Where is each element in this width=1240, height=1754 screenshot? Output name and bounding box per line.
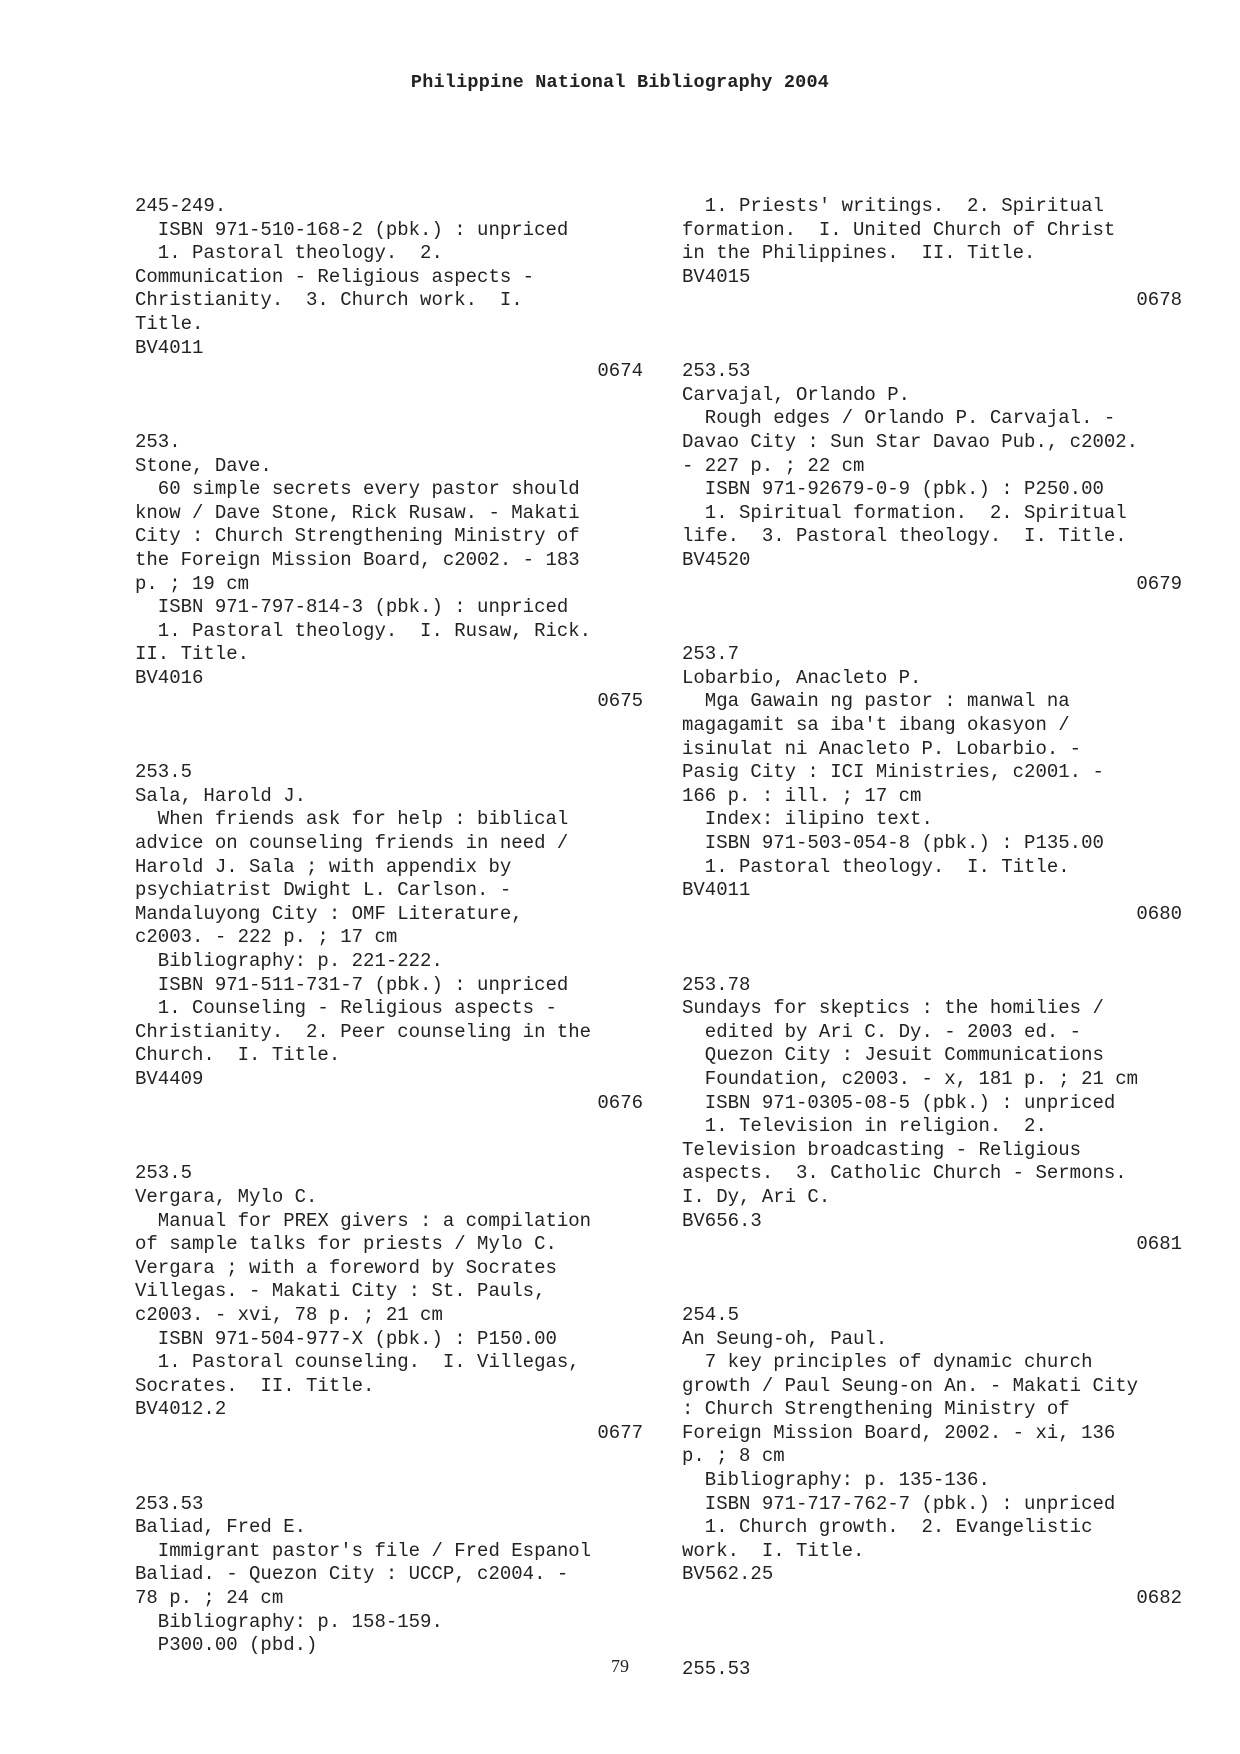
entry-number: 0679: [1136, 572, 1182, 595]
page-number: 79: [611, 1656, 629, 1676]
entry-line: in the Philippines. II. Title.: [682, 242, 1036, 265]
entry-line: BV4011: [682, 879, 751, 902]
entry-number: 0680: [1136, 902, 1182, 925]
entry-line: 1. Priests' writings. 2. Spiritual: [682, 195, 1104, 217]
entry-line: 1. Television in religion. 2.: [682, 1115, 1047, 1138]
entry-line: p. ; 19 cm: [135, 572, 250, 595]
entry-line: Villegas. - Makati City : St. Pauls,: [135, 1280, 546, 1303]
bibliography-entry: [135, 1162, 643, 1492]
entry-line: City : Church Strengthening Ministry of: [135, 525, 580, 548]
entry-line: P300.00 (pbd.): [135, 1634, 318, 1657]
entry-number: 0682: [1136, 1587, 1182, 1610]
entry-line: Quezon City : Jesuit Communications: [682, 1044, 1104, 1067]
entry-line: 1. Pastoral theology. I. Title.: [682, 855, 1070, 878]
entry-line: Rough edges / Orlando P. Carvajal. -: [682, 407, 1116, 430]
entry-line: 166 p. : ill. ; 17 cm: [682, 784, 922, 807]
entry-line: Title.: [135, 312, 204, 335]
entry-line: Manual for PREX givers : a compilation: [135, 1209, 592, 1232]
entry-line: BV4016: [135, 666, 204, 689]
entry-line: BV562.25: [682, 1563, 774, 1586]
entry-line: 255.53: [682, 1657, 751, 1680]
bibliography-entry: [682, 643, 1182, 973]
entry-line: BV656.3: [682, 1209, 762, 1232]
entry-line: An Seung-oh, Paul.: [682, 1327, 888, 1350]
entry-line: I. Dy, Ari C.: [682, 1185, 831, 1208]
entry-line: 1. Pastoral theology. I. Rusaw, Rick.: [135, 619, 592, 642]
entry-line: BV4409: [135, 1067, 204, 1090]
entry-line: Foreign Mission Board, 2002. - xi, 136: [682, 1421, 1116, 1444]
entry-line: Vergara ; with a foreword by Socrates: [135, 1256, 557, 1279]
entry-number: 0676: [597, 1091, 643, 1114]
entry-line: ISBN 971-0305-08-5 (pbk.) : unpriced: [682, 1091, 1116, 1114]
entry-line: know / Dave Stone, Rick Rusaw. - Makati: [135, 501, 580, 524]
entry-line: 1. Pastoral theology. 2.: [135, 242, 443, 265]
entry-line: Christianity. 2. Peer counseling in the: [135, 1020, 592, 1043]
entry-line: Carvajal, Orlando P.: [682, 383, 911, 406]
entry-line: 60 simple secrets every pastor should: [135, 478, 580, 501]
entry-number: 0681: [1136, 1233, 1182, 1256]
right-column: [682, 195, 1182, 1681]
entry-line: 1. Spiritual formation. 2. Spiritual: [682, 501, 1127, 524]
bibliography-entry: [135, 761, 643, 1162]
entry-line: Sala, Harold J.: [135, 784, 307, 807]
entry-line: 1. Counseling - Religious aspects -: [135, 997, 557, 1020]
entry-line: Baliad, Fred E.: [135, 1516, 307, 1539]
entry-line: Index: ilipino text.: [682, 808, 933, 831]
entry-line: formation. I. United Church of Christ: [682, 218, 1116, 241]
entry-line: Communication - Religious aspects -: [135, 265, 535, 288]
entry-line: 78 p. ; 24 cm: [135, 1587, 284, 1610]
entry-line: Lobarbio, Anacleto P.: [682, 666, 922, 689]
entry-line: Television broadcasting - Religious: [682, 1138, 1082, 1161]
entry-line: ISBN 971-511-731-7 (pbk.) : unpriced: [135, 973, 569, 996]
bibliography-entry: [682, 1304, 1182, 1658]
bibliography-entry: [682, 360, 1182, 643]
entry-line: edited by Ari C. Dy. - 2003 ed. -: [682, 1020, 1082, 1043]
entry-line: BV4520: [682, 548, 751, 571]
page-title: Philippine National Bibliography 2004: [410, 72, 830, 93]
entry-line: ISBN 971-717-762-7 (pbk.) : unpriced: [682, 1492, 1116, 1515]
entry-number: 0674: [597, 360, 643, 383]
entry-line: Church. I. Title.: [135, 1044, 341, 1067]
bibliography-entry: [135, 1493, 643, 1658]
entry-line: 253.5: [135, 1162, 193, 1185]
bibliography-entry: [682, 195, 1182, 360]
entry-line: 7 key principles of dynamic church: [682, 1351, 1093, 1374]
entry-line: Vergara, Mylo C.: [135, 1185, 318, 1208]
entry-number: 0678: [1136, 289, 1182, 312]
entry-line: p. ; 8 cm: [682, 1445, 785, 1468]
entry-line: BV4015: [682, 265, 751, 288]
entry-number: 0677: [597, 1421, 643, 1444]
entry-line: Immigrant pastor's file / Fred Espanol: [135, 1539, 592, 1562]
entry-number: 0675: [597, 690, 643, 713]
entry-line: Harold J. Sala ; with appendix by: [135, 855, 512, 878]
entry-line: BV4012.2: [135, 1398, 227, 1421]
entry-line: c2003. - 222 p. ; 17 cm: [135, 926, 398, 949]
entry-line: 1. Pastoral counseling. I. Villegas,: [135, 1351, 580, 1374]
entry-line: 253.53: [135, 1492, 204, 1515]
entry-line: Sundays for skeptics : the homilies /: [682, 997, 1104, 1020]
entry-line: 245-249.: [135, 195, 227, 217]
entry-line: advice on counseling friends in need /: [135, 832, 569, 855]
entry-line: - 227 p. ; 22 cm: [682, 454, 865, 477]
entry-line: 254.5: [682, 1303, 740, 1326]
bibliography-entry: [135, 195, 643, 431]
entry-line: ISBN 971-510-168-2 (pbk.) : unpriced: [135, 218, 569, 241]
entry-line: Davao City : Sun Star Davao Pub., c2002.: [682, 430, 1139, 453]
entry-line: Foundation, c2003. - x, 181 p. ; 21 cm: [682, 1067, 1139, 1090]
entry-line: 253.53: [682, 360, 751, 383]
entry-line: ISBN 971-797-814-3 (pbk.) : unpriced: [135, 596, 569, 619]
entry-line: Mga Gawain ng pastor : manwal na: [682, 690, 1070, 713]
entry-line: c2003. - xvi, 78 p. ; 21 cm: [135, 1303, 443, 1326]
entry-line: ISBN 971-92679-0-9 (pbk.) : P250.00: [682, 478, 1104, 501]
entry-line: 253.: [135, 430, 181, 453]
entry-line: Bibliography: p. 135-136.: [682, 1469, 990, 1492]
entry-line: work. I. Title.: [682, 1539, 865, 1562]
entry-line: Bibliography: p. 158-159.: [135, 1610, 443, 1633]
entry-line: : Church Strengthening Ministry of: [682, 1398, 1070, 1421]
entry-line: life. 3. Pastoral theology. I. Title.: [682, 525, 1127, 548]
entry-line: Baliad. - Quezon City : UCCP, c2004. -: [135, 1563, 569, 1586]
entry-line: II. Title.: [135, 643, 250, 666]
entry-line: Socrates. II. Title.: [135, 1374, 375, 1397]
entry-line: isinulat ni Anacleto P. Lobarbio. -: [682, 737, 1082, 760]
entry-line: Christianity. 3. Church work. I.: [135, 289, 523, 312]
entry-line: 253.5: [135, 761, 193, 784]
bibliography-entry: [682, 974, 1182, 1304]
entry-line: aspects. 3. Catholic Church - Sermons.: [682, 1162, 1127, 1185]
entry-line: Bibliography: p. 221-222.: [135, 950, 443, 972]
entry-line: of sample talks for priests / Mylo C.: [135, 1233, 557, 1256]
entry-line: BV4011: [135, 336, 204, 359]
left-column: [135, 195, 643, 1658]
entry-line: Pasig City : ICI Ministries, c2001. -: [682, 761, 1104, 784]
entry-line: 253.78: [682, 973, 751, 996]
entry-line: psychiatrist Dwight L. Carlson. -: [135, 879, 512, 902]
entry-line: Mandaluyong City : OMF Literature,: [135, 902, 523, 925]
entry-line: 253.7: [682, 643, 740, 666]
entry-line: the Foreign Mission Board, c2002. - 183: [135, 548, 580, 571]
entry-line: When friends ask for help : biblical: [135, 808, 569, 831]
entry-line: magagamit sa iba't ibang okasyon /: [682, 714, 1070, 737]
entry-line: ISBN 971-503-054-8 (pbk.) : P135.00: [682, 832, 1104, 855]
entry-line: ISBN 971-504-977-X (pbk.) : P150.00: [135, 1327, 557, 1350]
entry-line: 1. Church growth. 2. Evangelistic: [682, 1516, 1093, 1539]
bibliography-entry: [135, 431, 643, 761]
entry-line: growth / Paul Seung-on An. - Makati City: [682, 1374, 1139, 1397]
entry-line: Stone, Dave.: [135, 454, 272, 477]
